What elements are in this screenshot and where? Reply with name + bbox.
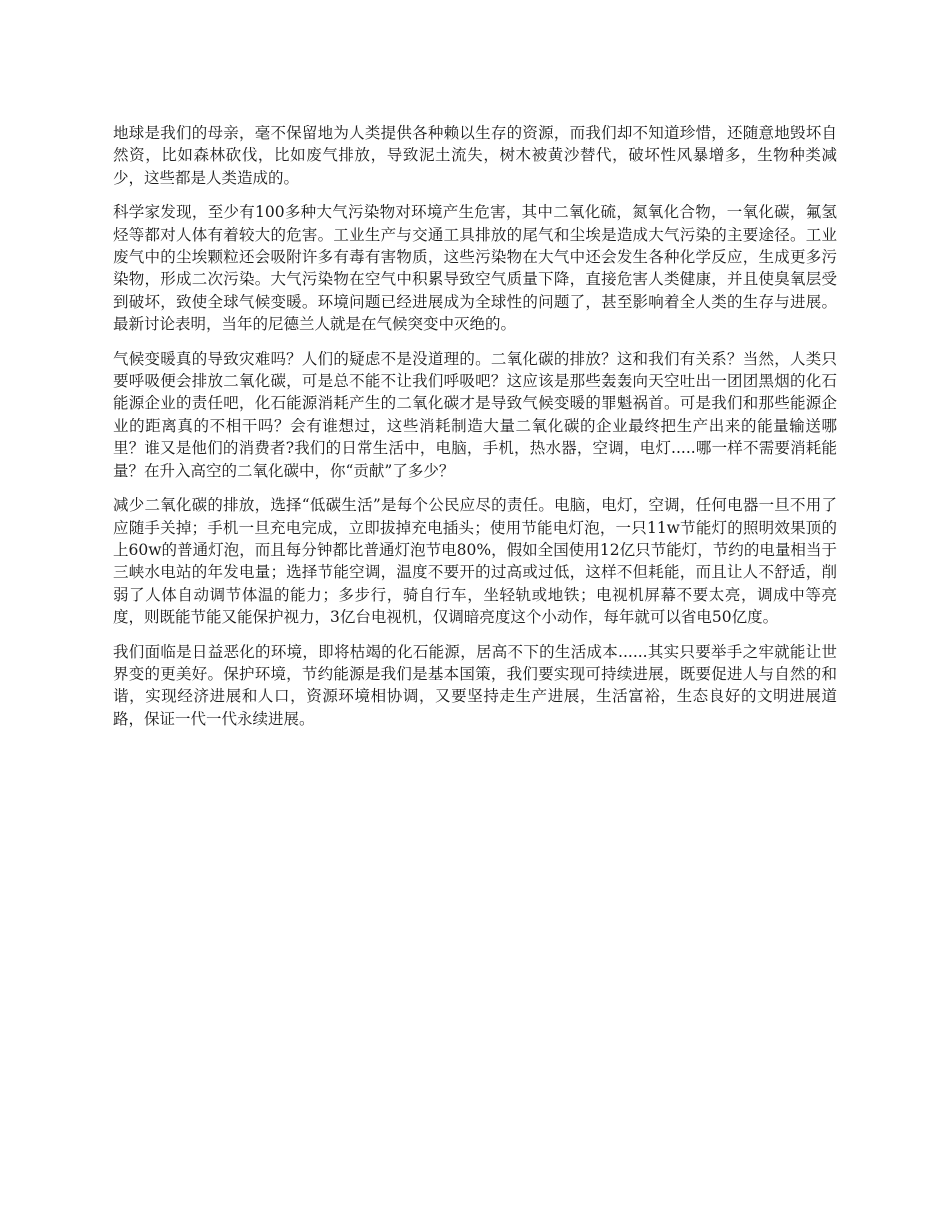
paragraph-5: 我们面临是日益恶化的环境，即将枯竭的化石能源，居高不下的生活成本......其实只要举手之牢就能让世界变的更美好。保护环境，节约能源是我们是基本国策，我们要实现可持续进展，既要促进人与自然的和谐，实现经济进展和人口，资源环境相协调，又要坚持走生产进展，生活富裕，生态良好的文明进展道路，保证一代一代永续进展。 [113, 642, 837, 728]
paragraph-3: 气候变暖真的导致灾难吗？人们的疑虑不是没道理的。二氧化碳的排放？这和我们有关系？当然，人类只要呼吸便会排放二氧化碳，可是总不能不让我们呼吸吧？这应该是那些轰轰向天空吐出一团团黑烟的化石能源企业的责任吧，化石能源消耗产生的二氧化碳才是导致气候变暖的罪魁祸首。可是我们和那些能源企业的距离真的不相干吗？会有谁想过，这些消耗制造大量二氧化碳的企业最终把生产出来的能量输送哪里？谁又是他们的消费者?我们的日常生活中，电脑，手机，热水器，空调，电灯.....哪一样不需要消耗能量？在升入高空的二氧化碳中，你“贡献”了多少？ [113, 349, 837, 480]
document-body [113, 122, 837, 742]
paragraph-2: 科学家发现，至少有100多种大气污染物对环境产生危害，其中二氧化硫，氮氧化合物，一氧化碳，氟氢烃等都对人体有着较大的危害。工业生产与交通工具排放的尾气和尘埃是造成大气污染的主要途径。工业废气中的尘埃颗粒还会吸附许多有毒有害物质，这些污染物在大气中还会发生各种化学反应，生成更多污染物，形成二次污染。大气污染物在空气中积累导致空气质量下降，直接危害人类健康，并且使臭氧层受到破坏，致使全球气候变暖。环境问题已经进展成为全球性的问题了，甚至影响着全人类的生存与进展。最新讨论表明，当年的尼德兰人就是在气候突变中灭绝的。 [113, 203, 837, 334]
paragraph-1: 地球是我们的母亲，毫不保留地为人类提供各种赖以生存的资源，而我们却不知道珍惜，还随意地毁坏自然资，比如森林砍伐，比如废气排放，导致泥土流失，树木被黄沙替代，破坏性风暴增多，生物种类减少，这些都是人类造成的。 [113, 124, 837, 187]
paragraph-4: 减少二氧化碳的排放，选择“低碳生活”是每个公民应尽的责任。电脑，电灯，空调，任何电器一旦不用了应随手关掉；手机一旦充电完成，立即拔掉充电插头；使用节能电灯泡，一只11w节能灯的照明效果顶的上60w的普通灯泡，而且每分钟都比普通灯泡节电80%，假如全国使用12亿只节能灯，节约的电量相当于三峡水电站的年发电量；选择节能空调，温度不要开的过高或过低，这样不但耗能，而且让人不舒适，削弱了人体自动调节体温的能力；多步行，骑自行车，坐轻轨或地铁；电视机屏幕不要太亮，调成中等亮度，则既能节能又能保护视力，3亿台电视机，仅调暗亮度这个小动作，每年就可以省电50亿度。 [113, 496, 837, 627]
